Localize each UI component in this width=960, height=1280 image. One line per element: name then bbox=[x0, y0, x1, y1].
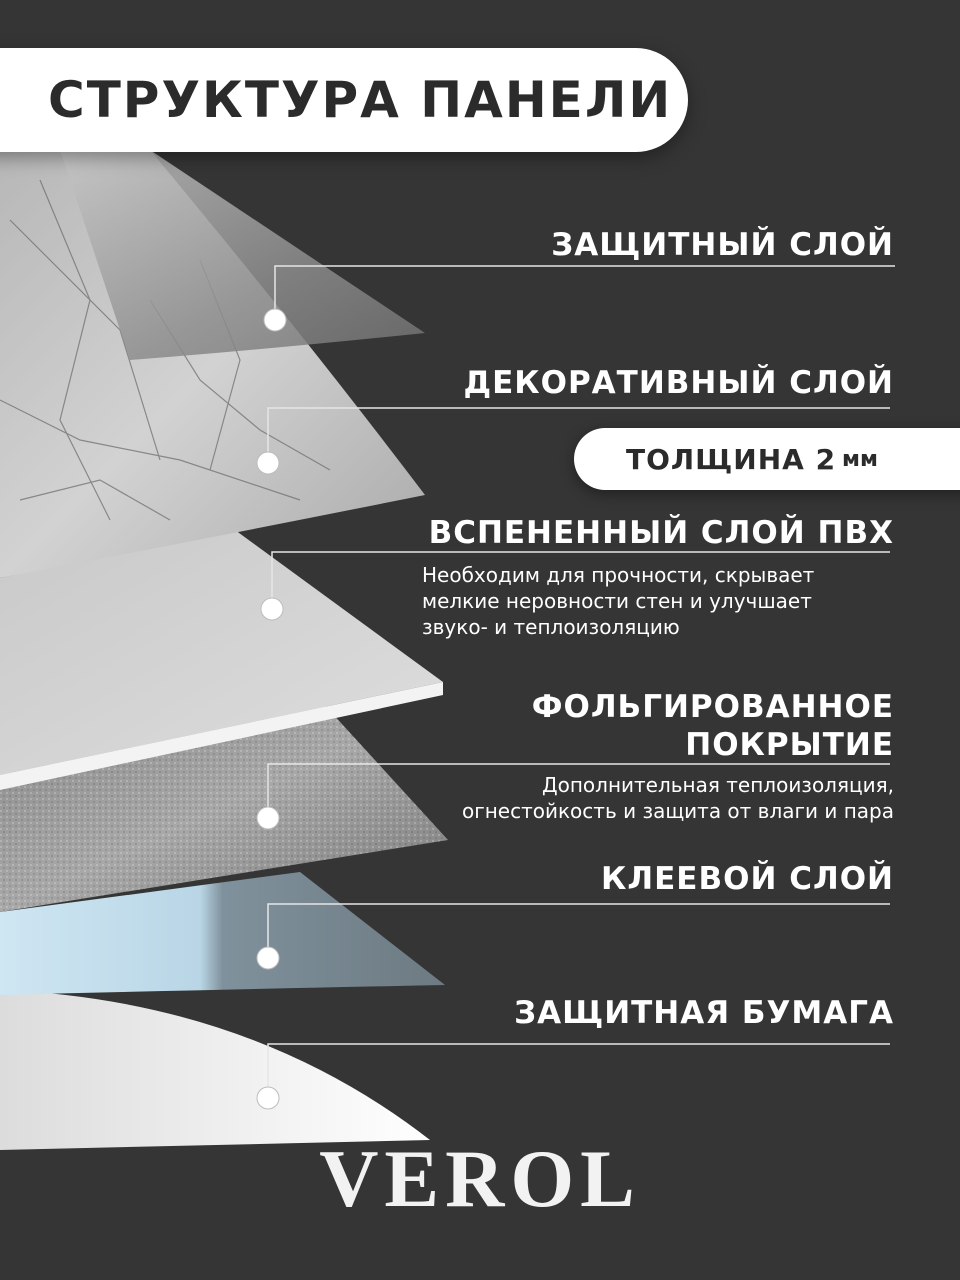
layer-label-foil bbox=[532, 688, 894, 764]
foil-description-line: Дополнительная теплоизоляция, bbox=[541, 773, 894, 797]
layer-label-decorative: ДЕКОРАТИВНЫЙ СЛОЙ bbox=[463, 365, 894, 401]
foil-label-line: ПОКРЫТИЕ bbox=[685, 727, 894, 763]
thickness-value: ТОЛЩИНА 2 bbox=[626, 442, 837, 476]
thickness-badge bbox=[574, 428, 960, 490]
page-title: СТРУКТУРА ПАНЕЛИ bbox=[48, 71, 673, 129]
foil-label-line: ФОЛЬГИРОВАННОЕ bbox=[531, 689, 894, 725]
protective-layer-marker bbox=[264, 309, 286, 331]
pvc-layer-marker bbox=[261, 598, 283, 620]
layer-label-adhesive: КЛЕЕВОЙ СЛОЙ bbox=[601, 861, 894, 897]
pvc-description-line: мелкие неровности стен и улучшает bbox=[422, 589, 812, 613]
layer-label-paper: ЗАЩИТНАЯ БУМАГА bbox=[514, 995, 894, 1031]
foil-description bbox=[462, 772, 894, 824]
foil-description-line: огнестойкость и защита от влаги и пара bbox=[461, 799, 894, 823]
pvc-description-line: звуко- и теплоизоляцию bbox=[422, 615, 680, 639]
adhesive-layer-marker bbox=[257, 947, 279, 969]
paper-layer-marker bbox=[257, 1087, 279, 1109]
layer-label-pvc: ВСПЕНЕННЫЙ СЛОЙ ПВХ bbox=[428, 515, 894, 551]
thickness-unit: мм bbox=[842, 446, 879, 472]
layer-label-protective: ЗАЩИТНЫЙ СЛОЙ bbox=[551, 227, 894, 263]
foil-layer-marker bbox=[257, 807, 279, 829]
protective-paper-layer bbox=[0, 990, 430, 1150]
brand-logo: VEROL bbox=[319, 1133, 641, 1224]
pvc-description-line: Необходим для прочности, скрывает bbox=[422, 563, 815, 587]
connector-line-paper bbox=[268, 1044, 890, 1096]
title-banner bbox=[0, 48, 688, 152]
pvc-description bbox=[422, 562, 814, 640]
decorative-layer-marker bbox=[257, 452, 279, 474]
